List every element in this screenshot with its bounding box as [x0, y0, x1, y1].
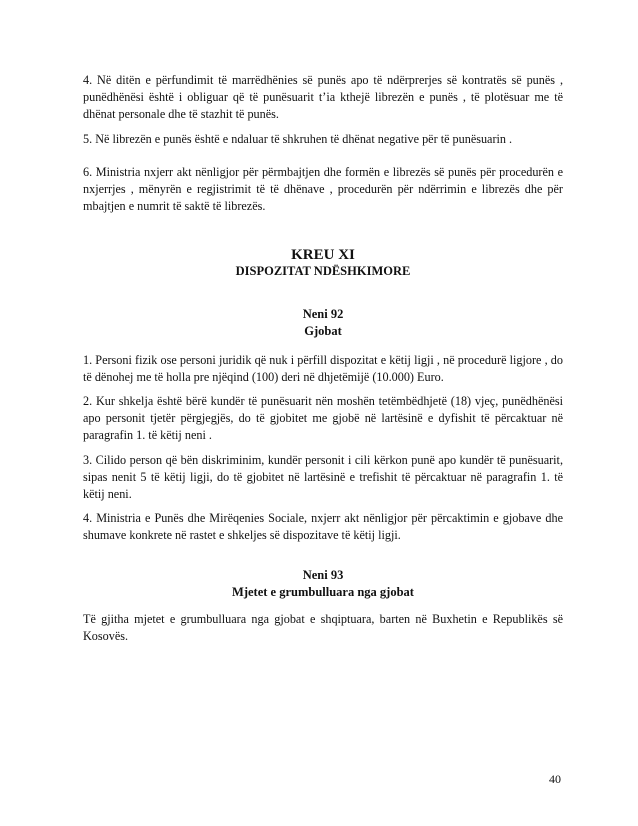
paragraph-4-employment-booklet-return: 4. Në ditën e përfundimit të marrëdhënies së punës apo të ndërprerjes së kontratës së punës , punëdhënësi është i obliguar që të punësuarit t’ia kthejë librezën e punës , të plotësuar me të dhënat personale dhe të stazhit të punës. — [83, 73, 563, 121]
article-93-number: Neni 93 — [302, 568, 344, 582]
article-92-paragraph-3: 3. Cilido person që bën diskriminim, kundër personit i cili kërkon punë apo kundër të punësuarit, sipas nenit 5 të këtij ligji, do të gjobitet në lartësinë e trefishit të përcaktuar në paragrafin 1. të këtij neni. — [83, 453, 563, 501]
article-92-paragraph-1: 1. Personi fizik ose personi juridik që nuk i përfill dispozitat e këtij ligji , në procedurë ligjore , do të dënohej me të holla pre njëqind (100) deri në dhjetëmijë (10.000) Euro. — [83, 353, 563, 384]
article-92-title: Gjobat — [304, 324, 342, 338]
article-92-paragraph-4: 4. Ministria e Punës dhe Mirëqenies Sociale, nxjerr akt nënligjor për përcaktimin e gjobave dhe shumave konkrete në rastet e shkeljes së dispozitave të këtij ligji. — [83, 511, 563, 542]
paragraph-5-negative-data-prohibited: 5. Në librezën e punës është e ndaluar të shkruhen të dhënat negative për të punësuarin . — [83, 132, 513, 146]
chapter-title: KREU XI — [291, 247, 355, 263]
article-93-title: Mjetet e grumbulluara nga gjobat — [232, 585, 414, 599]
paragraph-6-ministry-sublegal-act: 6. Ministria nxjerr akt nënligjor për përmbajtjen dhe formën e librezës së punës për procedurën e nxjerrjes , mënyrën e regjistrimit të të dhënave , procedurën për ndërrimin e librezës dhe për mbajtjen e numrit të saktë të librezës. — [83, 165, 563, 213]
article-93-paragraph: Të gjitha mjetet e grumbulluara nga gjobat e shqiptuara, barten në Buxhetin e Republikës së Kosovës. — [83, 612, 563, 643]
article-92-number: Neni 92 — [302, 307, 344, 321]
chapter-subtitle: DISPOZITAT NDËSHKIMORE — [235, 264, 411, 278]
page-number: 40 — [549, 772, 561, 786]
article-92-paragraph-2: 2. Kur shkelja është bërë kundër të punësuarit nën moshën tetëmbëdhjetë (18) vjeç, punëdhënësi apo personit tjetër përgjegjës, do të gjobitet me gjobë në lartësinë e dyfishit të përcaktuar në paragrafin 1. të këtij neni . — [83, 394, 563, 442]
